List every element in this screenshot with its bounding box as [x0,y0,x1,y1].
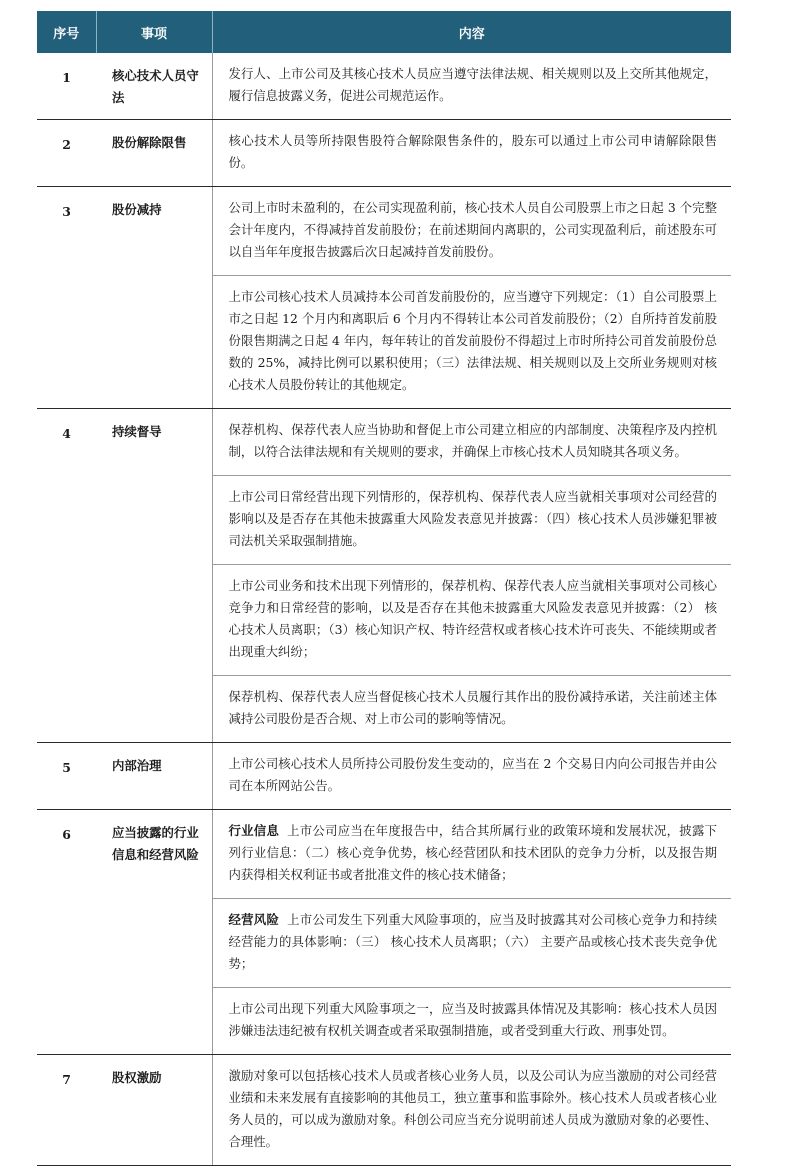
row-title: 股份解除限售 [96,120,212,187]
row-content [212,120,731,187]
row-title: 股份减持 [96,187,212,409]
header-item: 事项 [96,11,212,53]
content-paragraph [213,564,732,675]
row-title: 核心技术人员守法 [96,53,212,120]
paragraph-text: 核心技术人员等所持限售股符合解除限售条件的，股东可以通过上市公司申请解除限售份。 [228,133,717,170]
paragraph-text: 上市公司业务和技术出现下列情形的，保荐机构、保荐代表人应当就相关事项对公司核心竞争力和日常经营的影响，以及是否存在其他未披露重大风险发表意见并披露：（2） 核心技术人员离职；（3）核心知识产权、特许经营权或者核心技术许可丧失、不能续期或者出现重大纠纷； [228,578,717,659]
row-content [212,743,731,810]
paragraph-text: 上市公司核心技术人员减持本公司首发前股份的，应当遵守下列规定：（1）自公司股票上市之日起 12 个月内和离职后 6 个月内不得转让本公司首发前股份；（2）自所持首发前股份限售期满之日起 4 年内，每年转让的首发前股份不得超过上市时所持公司首发前股份总数的 25%，减持比例可以累积使用；（三）法律法规、相关规则以及上交所业务规则对核心技术人员股份转让的其他规定。 [228,289,717,392]
table-row [37,1055,731,1166]
table-row [37,810,731,1055]
table-row [37,409,731,743]
paragraph-text: 上市公司发生下列重大风险事项的，应当及时披露其对公司核心竞争力和持续经营能力的具体影响：（三） 核心技术人员离职；（六） 主要产品或核心技术丧失竞争优势； [228,912,718,971]
content-paragraph [213,810,732,898]
header-content: 内容 [212,11,731,53]
header-index: 序号 [37,11,96,53]
content-paragraph [213,475,732,564]
row-number: 3 [37,187,96,409]
paragraph-text: 上市公司出现下列重大风险事项之一，应当及时披露具体情况及其影响：核心技术人员因涉嫌违法违纪被有权机关调查或者采取强制措施，或者受到重大行政、刑事处罚。 [228,1001,717,1038]
row-content [212,409,731,743]
header-row [37,11,731,53]
row-content [212,1055,731,1166]
content-paragraph [213,898,732,987]
table-row [37,53,731,120]
content-paragraph [213,53,732,119]
row-number: 6 [37,810,96,1055]
row-title: 应当披露的行业信息和经营风险 [96,810,212,1055]
paragraph-text: 激励对象可以包括核心技术人员或者核心业务人员，以及公司认为应当激励的对公司经营业绩和未来发展有直接影响的其他员工，独立董事和监事除外。核心技术人员或者核心业务人员的，可以成为激励对象。科创公司应当充分说明前述人员成为激励对象的必要性、合理性。 [228,1068,717,1149]
row-title: 股权激励 [96,1055,212,1166]
row-title: 内部治理 [96,743,212,810]
paragraph-text: 保荐机构、保荐代表人应当协助和督促上市公司建立相应的内部制度、决策程序及内控机制，以符合法律法规和有关规则的要求，并确保上市核心技术人员知晓其各项义务。 [228,422,717,459]
table-row [37,120,731,187]
content-paragraph [213,675,732,742]
row-content [212,53,731,120]
paragraph-lead: 行业信息 [228,823,280,838]
paragraph-lead: 经营风险 [228,912,280,927]
paragraph-text: 保荐机构、保荐代表人应当督促核心技术人员履行其作出的股份减持承诺，关注前述主体减持公司股份是否合规、对上市公司的影响等情况。 [228,689,717,726]
content-paragraph [213,743,732,809]
paragraph-text: 公司上市时未盈利的，在公司实现盈利前，核心技术人员自公司股票上市之日起 3 个完整会计年度内，不得减持首发前股份；在前述期间内离职的，公司实现盈利后，前述股东可以自当年年度报告披露后次日起减持首发前股份。 [228,200,717,259]
paragraph-text: 上市公司核心技术人员所持公司股份发生变动的，应当在 2 个交易日内向公司报告并由公司在本所网站公告。 [228,756,717,793]
row-title: 持续督导 [96,409,212,743]
table-row [37,743,731,810]
row-content [212,810,731,1055]
row-number: 2 [37,120,96,187]
content-paragraph [213,409,732,475]
paragraph-text: 上市公司日常经营出现下列情形的，保荐机构、保荐代表人应当就相关事项对公司经营的影响以及是否存在其他未披露重大风险发表意见并披露：（四）核心技术人员涉嫌犯罪被司法机关采取强制措施。 [228,489,717,548]
content-paragraph [213,187,732,275]
content-paragraph [213,987,732,1054]
paragraph-text: 上市公司应当在年度报告中，结合其所属行业的政策环境和发展状况，披露下列行业信息：（二）核心竞争优势，核心经营团队和技术团队的竞争力分析，以及报告期内获得相关权利证书或者批准文件的核心技术储备； [228,823,718,882]
table-row [37,187,731,409]
row-number: 1 [37,53,96,120]
row-number: 4 [37,409,96,743]
row-number: 5 [37,743,96,810]
paragraph-text: 发行人、上市公司及其核心技术人员应当遵守法律法规、相关规则以及上交所其他规定，履行信息披露义务，促进公司规范运作。 [228,66,717,103]
row-number: 7 [37,1055,96,1166]
rules-table [37,11,731,1166]
content-paragraph [213,1055,732,1165]
table-body [37,53,731,1166]
content-paragraph [213,275,732,408]
row-content [212,187,731,409]
content-paragraph [213,120,732,186]
